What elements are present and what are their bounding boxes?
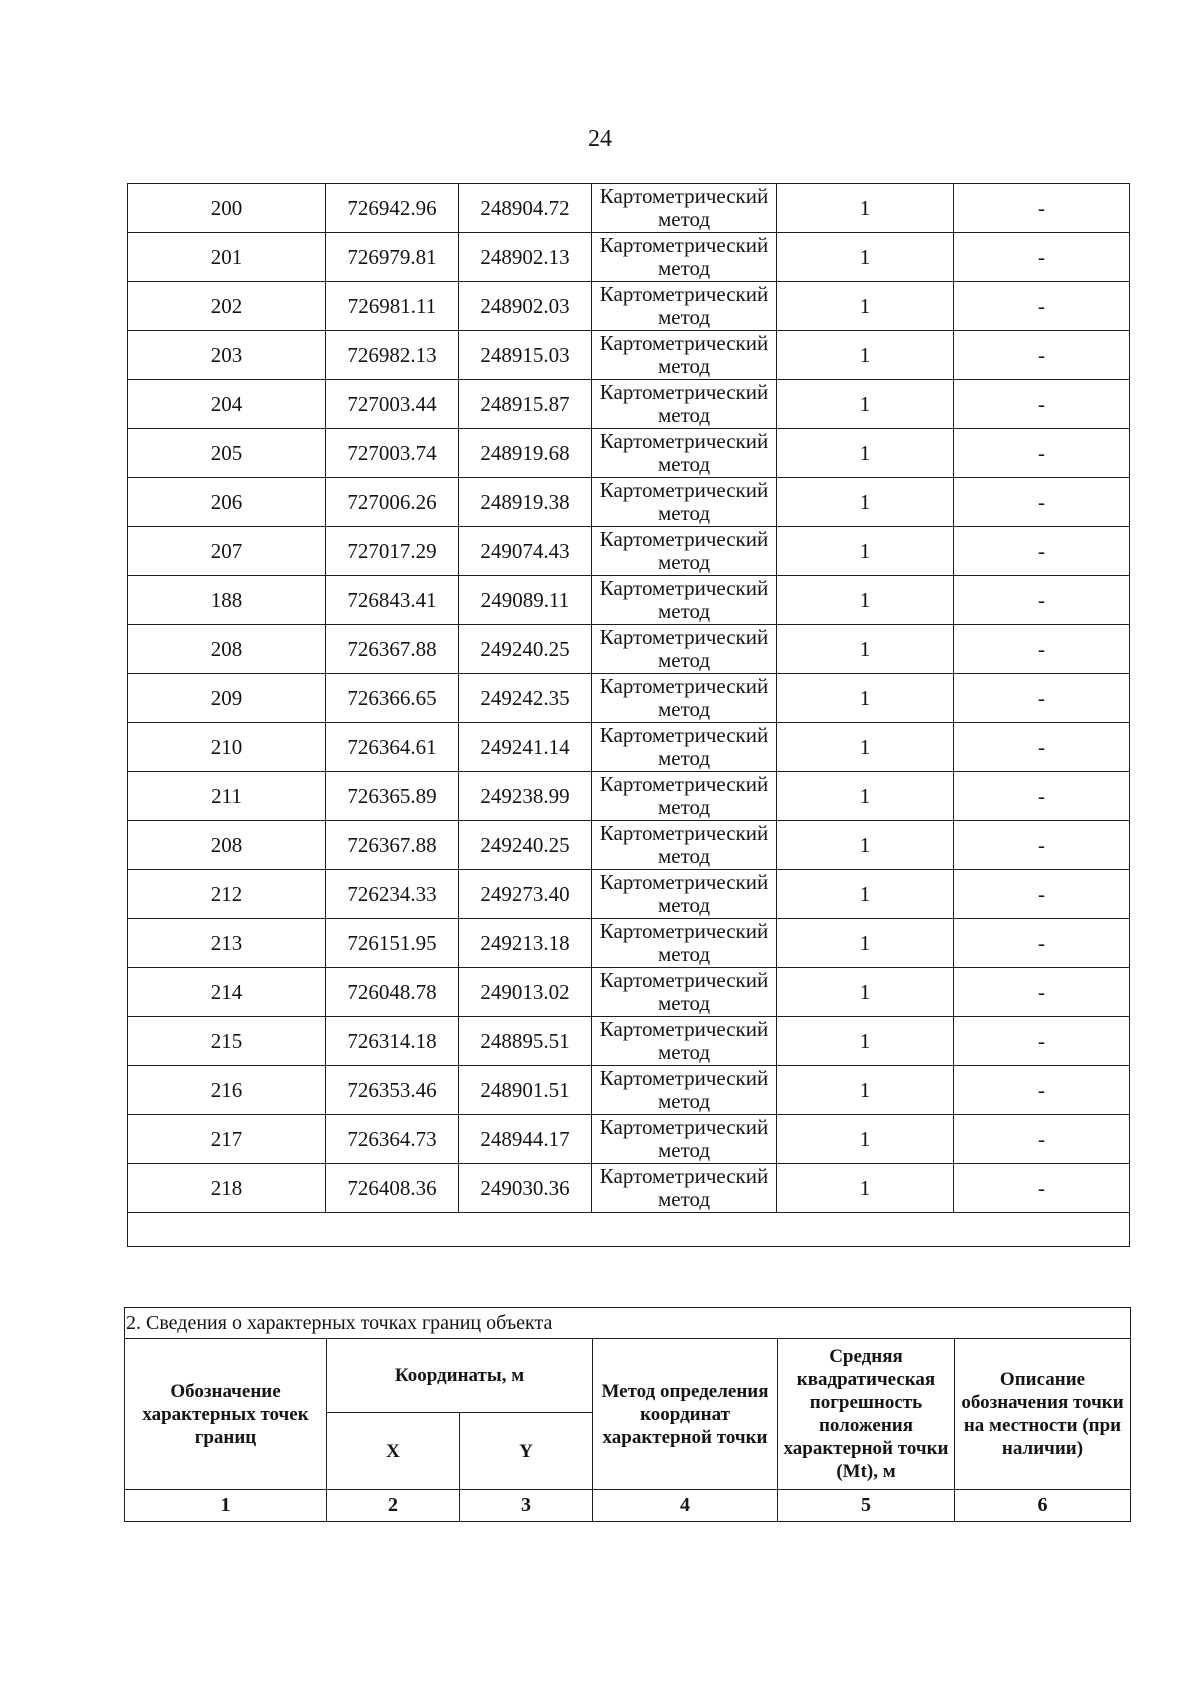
- y-cell: 249089.11: [459, 576, 592, 625]
- x-cell: 727017.29: [326, 527, 459, 576]
- description-cell: -: [954, 233, 1130, 282]
- method-cell: Картометрический метод: [592, 576, 777, 625]
- y-cell: 249074.43: [459, 527, 592, 576]
- mt-cell: 1: [777, 870, 954, 919]
- method-cell: Картометрический метод: [592, 1164, 777, 1213]
- description-cell: -: [954, 1164, 1130, 1213]
- point-cell: 188: [128, 576, 326, 625]
- description-cell: -: [954, 1066, 1130, 1115]
- method-cell: Картометрический метод: [592, 233, 777, 282]
- description-cell: -: [954, 478, 1130, 527]
- mt-cell: 1: [777, 723, 954, 772]
- description-cell: -: [954, 772, 1130, 821]
- table-row: [128, 1066, 1130, 1115]
- y-cell: 248895.51: [459, 1017, 592, 1066]
- table-row: [128, 331, 1130, 380]
- table-row: [128, 723, 1130, 772]
- description-cell: -: [954, 674, 1130, 723]
- description-cell: -: [954, 1115, 1130, 1164]
- header-coordinates: Координаты, м: [327, 1339, 593, 1413]
- point-cell: 218: [128, 1164, 326, 1213]
- y-cell: 249241.14: [459, 723, 592, 772]
- x-cell: 727006.26: [326, 478, 459, 527]
- x-cell: 726314.18: [326, 1017, 459, 1066]
- method-cell: Картометрический метод: [592, 870, 777, 919]
- header-method: Метод определения координат характерной точки: [593, 1339, 778, 1490]
- column-number-6: 6: [955, 1490, 1131, 1522]
- mt-cell: 1: [777, 478, 954, 527]
- point-cell: 201: [128, 233, 326, 282]
- mt-cell: 1: [777, 968, 954, 1017]
- point-cell: 211: [128, 772, 326, 821]
- x-cell: 726364.73: [326, 1115, 459, 1164]
- method-cell: Картометрический метод: [592, 1017, 777, 1066]
- y-cell: 249213.18: [459, 919, 592, 968]
- mt-cell: 1: [777, 674, 954, 723]
- header-y: Y: [460, 1413, 593, 1490]
- mt-cell: 1: [777, 1115, 954, 1164]
- point-cell: 207: [128, 527, 326, 576]
- method-cell: Картометрический метод: [592, 674, 777, 723]
- x-cell: 726942.96: [326, 184, 459, 233]
- method-cell: Картометрический метод: [592, 429, 777, 478]
- description-cell: -: [954, 331, 1130, 380]
- y-cell: 248902.03: [459, 282, 592, 331]
- y-cell: 249030.36: [459, 1164, 592, 1213]
- table-row: [128, 821, 1130, 870]
- x-cell: 726979.81: [326, 233, 459, 282]
- point-cell: 217: [128, 1115, 326, 1164]
- coordinates-table: [127, 183, 1130, 1247]
- method-cell: Картометрический метод: [592, 380, 777, 429]
- table-row: [128, 527, 1130, 576]
- y-cell: 248919.68: [459, 429, 592, 478]
- y-cell: 248944.17: [459, 1115, 592, 1164]
- method-cell: Картометрический метод: [592, 478, 777, 527]
- x-cell: 726048.78: [326, 968, 459, 1017]
- point-cell: 215: [128, 1017, 326, 1066]
- table-row: [128, 1164, 1130, 1213]
- mt-cell: 1: [777, 380, 954, 429]
- x-cell: 727003.74: [326, 429, 459, 478]
- point-cell: 208: [128, 625, 326, 674]
- point-cell: 216: [128, 1066, 326, 1115]
- x-cell: 726234.33: [326, 870, 459, 919]
- table-row: [128, 674, 1130, 723]
- table-row: [128, 625, 1130, 674]
- mt-cell: 1: [777, 821, 954, 870]
- table-row: [128, 576, 1130, 625]
- x-cell: 726365.89: [326, 772, 459, 821]
- page-number: 24: [588, 126, 612, 152]
- column-number-4: 4: [593, 1490, 778, 1522]
- y-cell: 248902.13: [459, 233, 592, 282]
- table-row: [128, 919, 1130, 968]
- point-cell: 206: [128, 478, 326, 527]
- section-caption: 2. Сведения о характерных точках границ объекта: [125, 1308, 1131, 1339]
- x-cell: 726353.46: [326, 1066, 459, 1115]
- header-point-designation: Обозначение характерных точек границ: [125, 1339, 327, 1490]
- point-cell: 214: [128, 968, 326, 1017]
- description-cell: -: [954, 625, 1130, 674]
- method-cell: Картометрический метод: [592, 772, 777, 821]
- coordinates-table-body: [128, 184, 1130, 1247]
- y-cell: 249013.02: [459, 968, 592, 1017]
- description-cell: -: [954, 380, 1130, 429]
- x-cell: 726367.88: [326, 625, 459, 674]
- y-cell: 248915.87: [459, 380, 592, 429]
- x-cell: 726408.36: [326, 1164, 459, 1213]
- header-mean-square-error: Средняя квадратическая погрешность положения характерной точки (Mt), м: [778, 1339, 955, 1490]
- table-row: [128, 772, 1130, 821]
- mt-cell: 1: [777, 331, 954, 380]
- table-row: [128, 968, 1130, 1017]
- x-cell: 726364.61: [326, 723, 459, 772]
- description-cell: -: [954, 723, 1130, 772]
- description-cell: -: [954, 870, 1130, 919]
- y-cell: 248904.72: [459, 184, 592, 233]
- y-cell: 248901.51: [459, 1066, 592, 1115]
- description-cell: -: [954, 1017, 1130, 1066]
- empty-cell: [128, 1213, 1130, 1247]
- x-cell: 726366.65: [326, 674, 459, 723]
- table-row: [128, 1115, 1130, 1164]
- point-cell: 203: [128, 331, 326, 380]
- description-cell: -: [954, 821, 1130, 870]
- description-cell: -: [954, 527, 1130, 576]
- column-number-1: 1: [125, 1490, 327, 1522]
- point-cell: 208: [128, 821, 326, 870]
- description-cell: -: [954, 576, 1130, 625]
- y-cell: 248919.38: [459, 478, 592, 527]
- point-cell: 200: [128, 184, 326, 233]
- column-number-5: 5: [778, 1490, 955, 1522]
- mt-cell: 1: [777, 184, 954, 233]
- x-cell: 726982.13: [326, 331, 459, 380]
- header-x: X: [327, 1413, 460, 1490]
- x-cell: 726151.95: [326, 919, 459, 968]
- x-cell: 726981.11: [326, 282, 459, 331]
- x-cell: 726843.41: [326, 576, 459, 625]
- table-row: [128, 380, 1130, 429]
- point-cell: 213: [128, 919, 326, 968]
- method-cell: Картометрический метод: [592, 1115, 777, 1164]
- table-row: [128, 478, 1130, 527]
- method-cell: Картометрический метод: [592, 1066, 777, 1115]
- y-cell: 249240.25: [459, 821, 592, 870]
- method-cell: Картометрический метод: [592, 723, 777, 772]
- description-cell: -: [954, 968, 1130, 1017]
- y-cell: 248915.03: [459, 331, 592, 380]
- mt-cell: 1: [777, 527, 954, 576]
- x-cell: 726367.88: [326, 821, 459, 870]
- table-row: [128, 429, 1130, 478]
- method-cell: Картометрический метод: [592, 625, 777, 674]
- method-cell: Картометрический метод: [592, 968, 777, 1017]
- method-cell: Картометрический метод: [592, 184, 777, 233]
- y-cell: 249240.25: [459, 625, 592, 674]
- table-row: [128, 1017, 1130, 1066]
- table-row: [128, 282, 1130, 331]
- point-cell: 204: [128, 380, 326, 429]
- description-cell: -: [954, 184, 1130, 233]
- method-cell: Картометрический метод: [592, 282, 777, 331]
- point-cell: 202: [128, 282, 326, 331]
- method-cell: Картометрический метод: [592, 919, 777, 968]
- mt-cell: 1: [777, 1164, 954, 1213]
- description-cell: -: [954, 429, 1130, 478]
- boundary-points-info-table: [124, 1307, 1131, 1522]
- y-cell: 249273.40: [459, 870, 592, 919]
- x-cell: 727003.44: [326, 380, 459, 429]
- mt-cell: 1: [777, 576, 954, 625]
- description-cell: -: [954, 919, 1130, 968]
- mt-cell: 1: [777, 1017, 954, 1066]
- method-cell: Картометрический метод: [592, 331, 777, 380]
- mt-cell: 1: [777, 772, 954, 821]
- header-description: Описание обозначения точки на местности (при наличии): [955, 1339, 1131, 1490]
- mt-cell: 1: [777, 429, 954, 478]
- method-cell: Картометрический метод: [592, 527, 777, 576]
- mt-cell: 1: [777, 1066, 954, 1115]
- mt-cell: 1: [777, 282, 954, 331]
- column-number-3: 3: [460, 1490, 593, 1522]
- point-cell: 210: [128, 723, 326, 772]
- y-cell: 249238.99: [459, 772, 592, 821]
- table-row: [128, 184, 1130, 233]
- description-cell: -: [954, 282, 1130, 331]
- column-number-2: 2: [327, 1490, 460, 1522]
- method-cell: Картометрический метод: [592, 821, 777, 870]
- point-cell: 212: [128, 870, 326, 919]
- point-cell: 209: [128, 674, 326, 723]
- table-row: [128, 233, 1130, 282]
- mt-cell: 1: [777, 919, 954, 968]
- point-cell: 205: [128, 429, 326, 478]
- mt-cell: 1: [777, 233, 954, 282]
- mt-cell: 1: [777, 625, 954, 674]
- y-cell: 249242.35: [459, 674, 592, 723]
- table-row: [128, 870, 1130, 919]
- empty-row: [128, 1213, 1130, 1247]
